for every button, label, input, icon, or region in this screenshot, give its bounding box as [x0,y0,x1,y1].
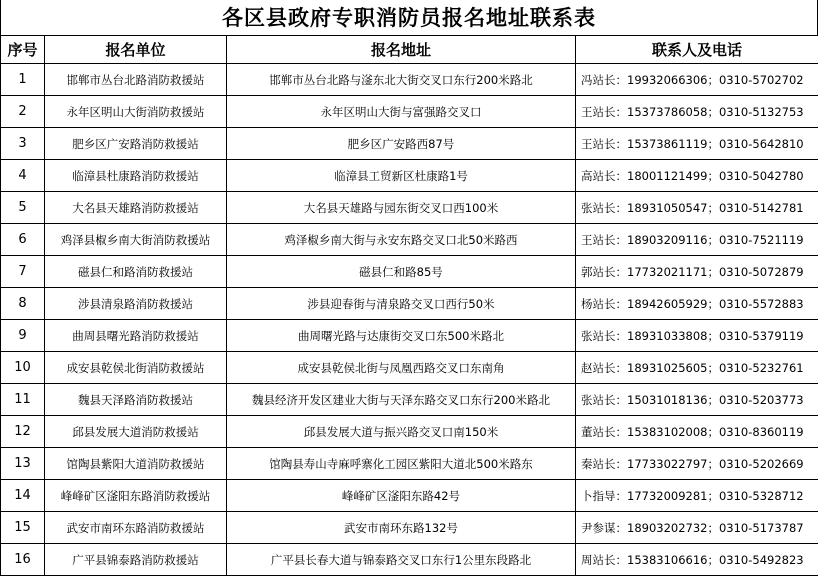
cell-contact: 秦站长：17733022797；0310-5202669 [576,448,818,480]
cell-address: 馆陶县寿山寺麻呼寨化工园区紫阳大道北500米路东 [227,448,576,480]
cell-no: 12 [1,416,45,448]
header-no: 序号 [1,36,45,64]
header-address: 报名地址 [227,36,576,64]
cell-contact: 杨站长：18942605929；0310-5572883 [576,288,818,320]
cell-unit: 魏县天泽路消防救援站 [45,384,227,416]
table-row [1,288,818,320]
header-contact: 联系人及电话 [576,36,818,64]
cell-no: 9 [1,320,45,352]
cell-no: 3 [1,128,45,160]
cell-no: 15 [1,512,45,544]
cell-contact: 卜指导：17732009281；0310-5328712 [576,480,818,512]
cell-unit: 曲周县曙光路消防救援站 [45,320,227,352]
cell-contact: 尹参谋：18903202732；0310-5173787 [576,512,818,544]
cell-address: 鸡泽椒乡南大街与永安东路交叉口北50米路西 [227,224,576,256]
table-row [1,512,818,544]
cell-no: 11 [1,384,45,416]
cell-contact: 董站长：15383102008；0310-8360119 [576,416,818,448]
cell-contact: 张站长：18931033808；0310-5379119 [576,320,818,352]
cell-no: 10 [1,352,45,384]
cell-no: 13 [1,448,45,480]
table-row [1,352,818,384]
table-row [1,224,818,256]
cell-contact: 周站长：15383106616；0310-5492823 [576,544,818,576]
cell-address: 曲周曙光路与达康街交叉口东500米路北 [227,320,576,352]
cell-address: 大名县天雄路与园东街交叉口西100米 [227,192,576,224]
cell-unit: 邯郸市丛台北路消防救援站 [45,64,227,96]
cell-address: 广平县长春大道与锦泰路交叉口东行1公里东段路北 [227,544,576,576]
cell-no: 2 [1,96,45,128]
cell-contact: 郭站长：17732021171；0310-5072879 [576,256,818,288]
cell-address: 邱县发展大道与振兴路交叉口南150米 [227,416,576,448]
table-title: 各区县政府专职消防员报名地址联系表 [0,0,818,35]
table-row [1,416,818,448]
cell-no: 7 [1,256,45,288]
cell-no: 6 [1,224,45,256]
table-row [1,64,818,96]
cell-address: 武安市南环东路132号 [227,512,576,544]
cell-unit: 涉县清泉路消防救援站 [45,288,227,320]
cell-no: 4 [1,160,45,192]
cell-contact: 张站长：15031018136；0310-5203773 [576,384,818,416]
table-row [1,96,818,128]
cell-unit: 大名县天雄路消防救援站 [45,192,227,224]
cell-address: 峰峰矿区滏阳东路42号 [227,480,576,512]
cell-contact: 冯站长：19932066306；0310-5702702 [576,64,818,96]
table-row [1,192,818,224]
table-row [1,256,818,288]
table-row [1,128,818,160]
registration-table [0,35,818,576]
cell-unit: 肥乡区广安路消防救援站 [45,128,227,160]
cell-no: 14 [1,480,45,512]
cell-unit: 武安市南环东路消防救援站 [45,512,227,544]
cell-contact: 王站长：15373786058；0310-5132753 [576,96,818,128]
table-body [1,64,818,576]
cell-address: 邯郸市丛台北路与滏东北大街交叉口东行200米路北 [227,64,576,96]
header-unit: 报名单位 [45,36,227,64]
cell-contact: 王站长：15373861119；0310-5642810 [576,128,818,160]
table-row [1,480,818,512]
cell-unit: 峰峰矿区滏阳东路消防救援站 [45,480,227,512]
cell-address: 涉县迎春街与清泉路交叉口西行50米 [227,288,576,320]
cell-address: 肥乡区广安路西87号 [227,128,576,160]
cell-address: 临漳县工贸新区杜康路1号 [227,160,576,192]
cell-unit: 馆陶县紫阳大道消防救援站 [45,448,227,480]
cell-no: 16 [1,544,45,576]
cell-contact: 王站长：18903209116；0310-7521119 [576,224,818,256]
table-row [1,320,818,352]
cell-address: 魏县经济开发区建业大街与天泽东路交叉口东行200米路北 [227,384,576,416]
table-row [1,544,818,576]
cell-contact: 张站长：18931050547；0310-5142781 [576,192,818,224]
cell-unit: 成安县乾侯北街消防救援站 [45,352,227,384]
cell-contact: 高站长：18001121499；0310-5042780 [576,160,818,192]
header-row [1,36,818,64]
cell-address: 成安县乾侯北街与凤凰西路交叉口东南角 [227,352,576,384]
cell-no: 5 [1,192,45,224]
table-row [1,448,818,480]
cell-unit: 磁县仁和路消防救援站 [45,256,227,288]
table-row [1,384,818,416]
cell-unit: 邱县发展大道消防救援站 [45,416,227,448]
cell-unit: 鸡泽县椒乡南大街消防救援站 [45,224,227,256]
cell-address: 磁县仁和路85号 [227,256,576,288]
cell-unit: 临漳县杜康路消防救援站 [45,160,227,192]
cell-no: 8 [1,288,45,320]
cell-address: 永年区明山大街与富强路交叉口 [227,96,576,128]
cell-unit: 广平县锦泰路消防救援站 [45,544,227,576]
cell-contact: 赵站长：18931025605；0310-5232761 [576,352,818,384]
cell-no: 1 [1,64,45,96]
table-row [1,160,818,192]
cell-unit: 永年区明山大街消防救援站 [45,96,227,128]
